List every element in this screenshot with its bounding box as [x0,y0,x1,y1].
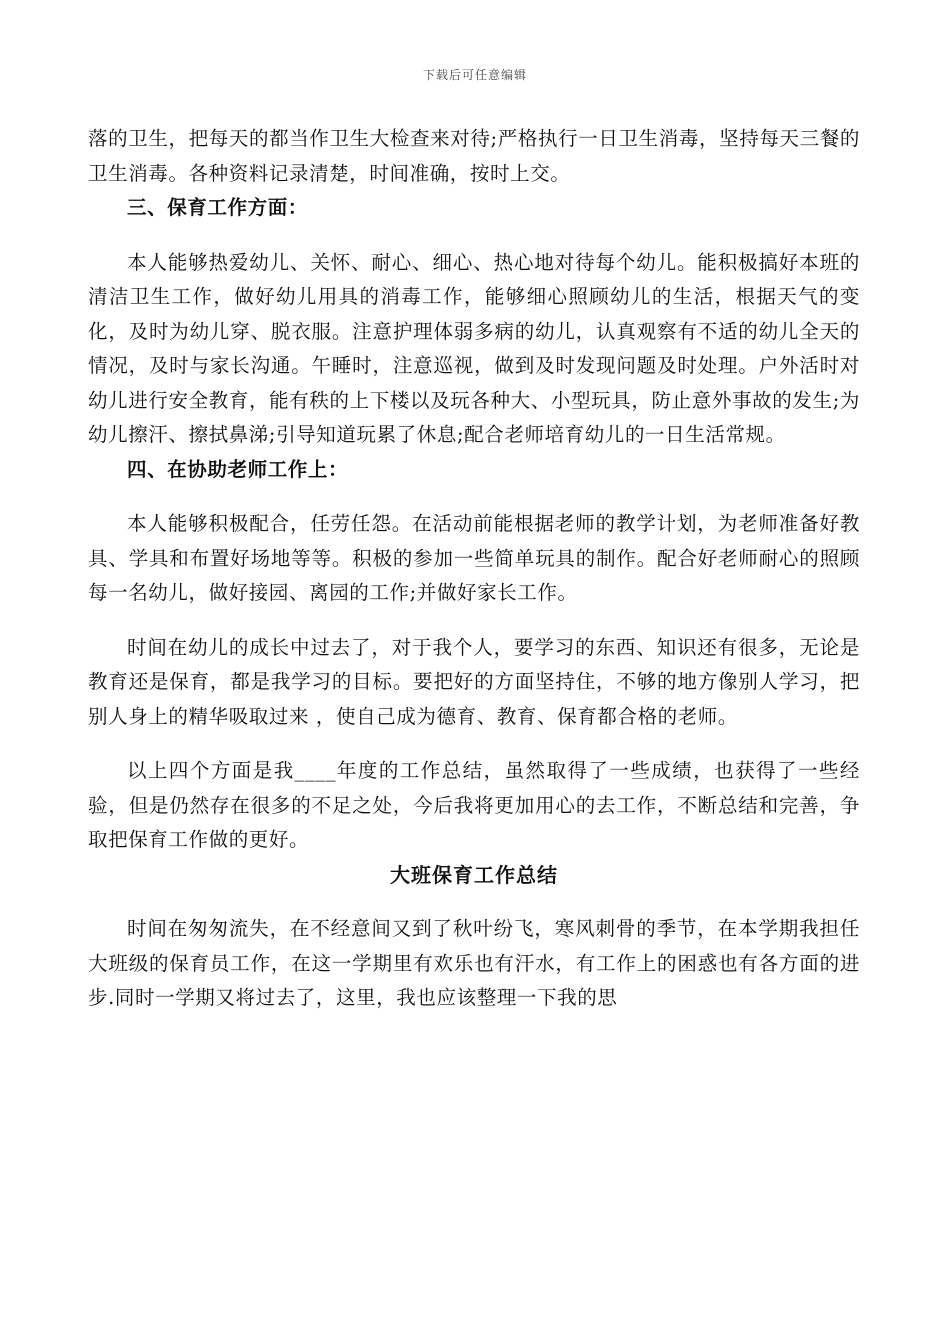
paragraph-childcare-work: 本人能够热爱幼儿、关怀、耐心、细心、热心地对待每个幼儿。能积极搞好本班的清洁卫生工作，做好幼儿用具的消毒工作，能够细心照顾幼儿的生活，根据天气的变化，及时为幼儿穿、脱衣服。注意护理体弱多病的幼儿，认真观察有不适的幼儿全天的情况，及时与家长沟通。午睡时，注意巡视，做到及时发现问题及时处理。户外活时对幼儿进行安全教育，能有秩的上下楼以及玩各种大、小型玩具，防止意外事故的发生;为幼儿擦汗、擦拭鼻涕;引导知道玩累了休息;配合老师培育幼儿的一日生活常规。 [88,250,860,446]
paragraph-summary: 以上四个方面是我____年度的工作总结，虽然取得了一些成绩，也获得了一些经验，但是仍然存在很多的不足之处，今后我将更加用心的去工作，不断总结和完善，争取把保育工作做的更好。 [88,759,860,851]
section-title-senior-class: 大班保育工作总结 [390,862,558,887]
paragraph-assist-teacher: 本人能够积极配合，任劳任怨。在活动前能根据老师的教学计划，为老师准备好教具、学具和布置好场地等等。积极的参加一些简单玩具的制作。配合好老师耐心的照顾每一名幼儿，做好接园、离园的工作;并做好家长工作。 [88,512,860,604]
heading-childcare-work: 三、保育工作方面： [127,196,308,219]
document-body [88,122,860,1016]
paragraph-senior-class-intro: 时间在匆匆流失，在不经意间又到了秋叶纷飞，寒风刺骨的季节，在本学期我担任大班级的保育员工作，在这一学期里有欢乐也有汗水，有工作上的困惑也有各方面的进步.同时一学期又将过去了，这里，我也应该整理一下我的思 [88,917,860,1009]
heading-assist-teacher: 四、在协助老师工作上： [127,457,349,481]
paragraph-hygiene-continued: 落的卫生，把每天的都当作卫生大检查来对待;严格执行一日卫生消毒，坚持每天三餐的卫生消毒。各种资料记录清楚，时间准确，按时上交。 [88,127,860,185]
page-header-note: 下载后可任意编辑 [422,68,527,82]
paragraph-reflection: 时间在幼儿的成长中过去了，对于我个人，要学习的东西、知识还有很多，无论是教育还是保育，都是我学习的目标。要把好的方面坚持住，不够的地方像别人学习，把别人身上的精华吸取过来 ，使自己成为德育、教育、保育都合格的老师。 [88,635,860,728]
